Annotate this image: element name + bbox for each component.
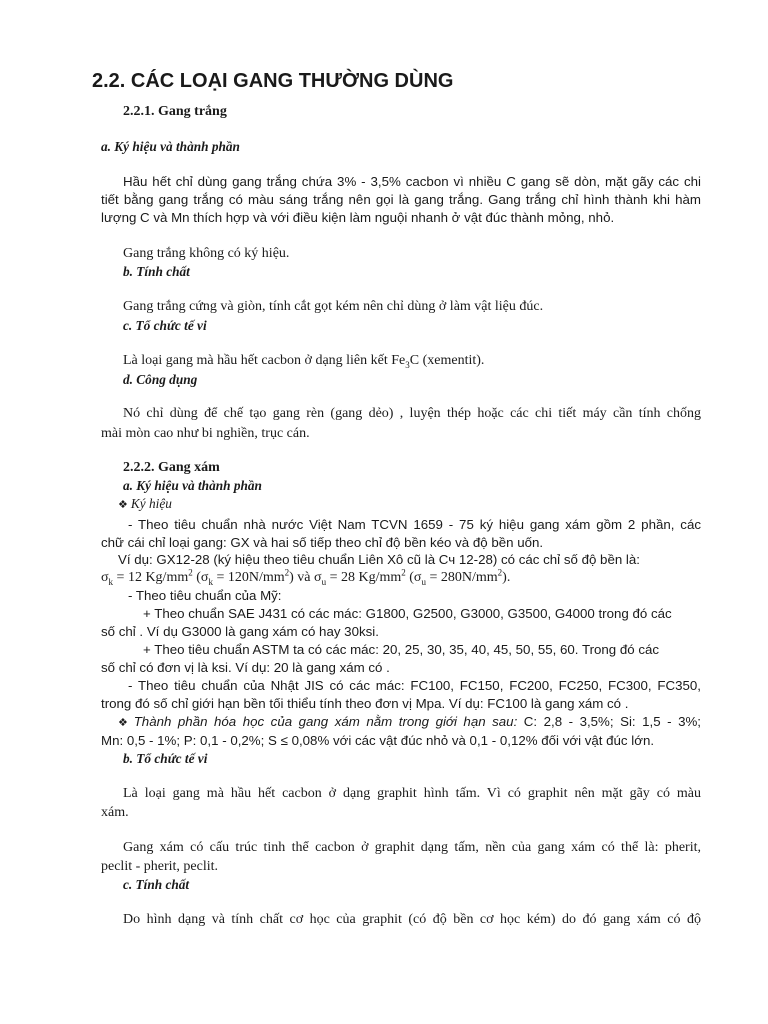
- paragraph-line: + Theo tiêu chuẩn ASTM ta có các mác: 20, 25, 30, 35, 40, 45, 50, 55, 60. Trong đó các: [143, 642, 660, 657]
- subheading-ky-hieu: a. Ký hiệu và thành phần: [101, 139, 240, 154]
- text-part: Là loại gang mà hầu hết cacbon ở dạng liên kết Fe: [123, 353, 406, 368]
- formula-line: $\sigma_k = 12$ $Kg/mm^2$ $(\sigma_k = 120N/mm^2)$ và $\sigma_u = 28$ $Kg/mm^2$ $(\sigma_u = 280N/mm^2)$.: [101, 567, 511, 587]
- paragraph-line: Gang trắng cứng và giòn, tính cắt gọt kém nên chỉ dùng ở làm vật liệu đúc.: [123, 299, 544, 314]
- paragraph-line: Nó chỉ dùng để chế tạo gang rèn (gang dẻo) , luyện thép hoặc các chi tiết máy cần tính chống: [123, 406, 701, 421]
- bullet-ky-hieu: [118, 496, 172, 512]
- paragraph-line: Ví dụ: GX12-28 (ký hiệu theo tiêu chuẩn Liên Xô cũ là Сч 12-28) có các chỉ số độ bền là:: [118, 552, 640, 567]
- paragraph-line: Gang trắng không có ký hiệu.: [123, 246, 290, 261]
- paragraph-line: trong đó số chỉ giới hạn bền tối thiểu tính theo đơn vị Mpa. Ví dụ: FC100 là gang xám có .: [101, 696, 629, 711]
- paragraph-line: lượng C và Mn thích hợp và với điều kiện làm nguội nhanh ở vật đúc thành mỏng, nhỏ.: [101, 210, 615, 225]
- subheading-to-chuc: c. Tổ chức tế vi: [123, 318, 207, 333]
- paragraph-line: - Theo tiêu chuẩn nhà nước Việt Nam TCVN 1659 - 75 ký hiệu gang xám gồm 2 phần, các: [128, 517, 701, 532]
- text-part: C: 2,8 - 3,5%; Si: 1,5 - 3%;: [517, 714, 701, 729]
- paragraph-line: xám.: [101, 805, 129, 820]
- paragraph-line: số chỉ . Ví dụ G3000 là gang xám có hay 30ksi.: [101, 624, 379, 639]
- text-part: Thành phần hóa học của gang xám nằm trong giới hạn sau:: [133, 714, 518, 729]
- paragraph-line: số chỉ có đơn vị là ksi. Ví dụ: 20 là gang xám có .: [101, 660, 390, 675]
- paragraph-line: [118, 714, 701, 730]
- diamond-bullet-icon: ❖: [118, 716, 131, 729]
- paragraph-line: - Theo tiêu chuẩn của Mỹ:: [128, 588, 282, 603]
- paragraph-line: peclit - pherit, peclit.: [101, 859, 219, 874]
- paragraph-line: chữ cái chỉ loại gang: GX và hai số tiếp theo chỉ độ bền kéo và độ bền uốn.: [101, 535, 544, 550]
- text-part: C (xementit).: [409, 353, 485, 368]
- section-heading-gang-trang: 2.2.1. Gang trắng: [123, 104, 227, 119]
- subheading-ky-hieu: a. Ký hiệu và thành phần: [123, 478, 262, 493]
- section-heading-gang-xam: 2.2.2. Gang xám: [123, 460, 220, 475]
- subheading-tinh-chat: c. Tính chất: [123, 877, 190, 892]
- subscript: 3: [405, 359, 410, 370]
- subheading-tinh-chat: b. Tính chất: [123, 264, 190, 279]
- paragraph-line: tiết bằng gang trắng có màu sáng trắng nên gọi là gang trắng. Gang trắng chỉ hình thành khi hàm: [101, 192, 701, 207]
- paragraph-line: mài mòn cao như bi nghiền, trục cán.: [101, 426, 310, 441]
- subheading-to-chuc: b. Tổ chức tế vi: [123, 751, 208, 766]
- page-title: 2.2. CÁC LOẠI GANG THƯỜNG DÙNG: [92, 70, 454, 92]
- paragraph-line: Do hình dạng và tính chất cơ học của graphit (có độ bền cơ học kém) do đó gang xám có độ: [123, 912, 701, 927]
- bullet-label: Ký hiệu: [130, 496, 172, 511]
- paragraph-line: - Theo tiêu chuẩn của Nhật JIS có các mác: FC100, FC150, FC200, FC250, FC300, FC350,: [128, 678, 701, 693]
- diamond-bullet-icon: ❖: [118, 498, 128, 511]
- paragraph-line: Gang xám có cấu trúc tinh thể cacbon ở graphit dạng tấm, nền của gang xám có thể là: pherit,: [123, 840, 701, 855]
- subheading-cong-dung: d. Công dụng: [123, 372, 198, 387]
- paragraph-line: [123, 353, 484, 369]
- paragraph-line: + Theo chuẩn SAE J431 có các mác: G1800, G2500, G3000, G3500, G4000 trong đó các: [143, 606, 672, 621]
- paragraph-line: Hầu hết chỉ dùng gang trắng chứa 3% - 3,5% cacbon vì nhiều C gang sẽ dòn, mặt gãy các chi: [123, 174, 701, 189]
- paragraph-line: Là loại gang mà hầu hết cacbon ở dạng graphit hình tấm. Vì có graphit nên mặt gãy có màu: [123, 786, 701, 801]
- paragraph-line: Mn: 0,5 - 1%; P: 0,1 - 0,2%; S ≤ 0,08% với các vật đúc nhỏ và 0,1 - 0,12% đối với vật đúc lớn.: [101, 733, 655, 748]
